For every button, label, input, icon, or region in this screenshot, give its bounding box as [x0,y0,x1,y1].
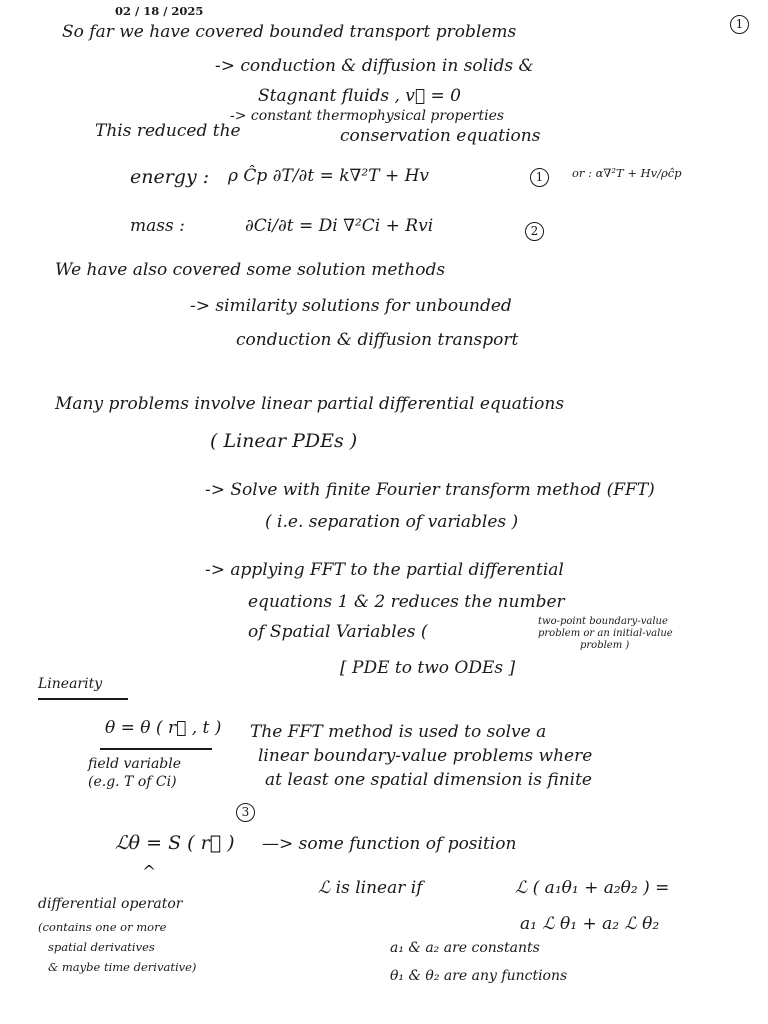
also-line-3: conduction & diffusion transport [236,330,519,350]
contains-line-2: spatial derivatives [48,940,155,954]
date: 02 / 18 / 2025 [115,4,204,18]
fft-method-line-1: The FFT method is used to solve a [250,722,547,742]
field-variable-label: field variable [88,756,182,772]
theta-bracket [100,748,212,750]
mass-label: mass : [130,216,185,236]
fft-line-1: -> Solve with finite Fourier transform method (FFT) [205,480,655,500]
pde-to-odes: [ PDE to two ODEs ] [340,658,516,678]
energy-equation: ρ Ĉp ∂T/∂t = k∇²T + Hv [228,166,430,186]
fft-method-line-2: linear boundary-value problems where [258,746,593,766]
many-problems-line: Many problems involve linear partial differential equations [55,394,565,414]
linearity-underline [38,698,128,700]
equation-3-marker: 3 [236,803,255,822]
field-variable-example: (e.g. T of Ci) [88,774,177,790]
conduction-line-1: -> conduction & diffusion in solids & [215,56,534,76]
energy-label: energy : [130,166,210,188]
operator-equation: ℒθ = S ( r⃗ ) [115,832,235,854]
boundary-value-note-3: problem ) [580,640,630,651]
contains-line-3: & maybe time derivative) [48,960,197,974]
intro-line: So far we have covered bounded transport problems [62,22,517,42]
linearity-definition-1: ℒ ( a₁θ₁ + a₂θ₂ ) = [515,878,670,898]
equation-1-marker: 1 [530,168,549,187]
reduced-line-a: This reduced the [95,121,241,141]
fft-line-2: ( i.e. separation of variables ) [265,512,519,532]
contains-line-1: (contains one or more [38,920,167,934]
equation-2-marker: 2 [525,222,544,241]
apply-line-2: equations 1 & 2 reduces the number [248,592,565,612]
differential-operator-label: differential operator [38,896,183,912]
boundary-value-note-1: two-point boundary-value [538,616,668,627]
conduction-line-2: Stagnant fluids , v⃗ = 0 [258,86,461,106]
operator-arrow-text: —> some function of position [262,834,517,854]
energy-alternate-form: or : α∇²T + Hv/ρĉp [572,166,682,180]
linearity-heading: Linearity [38,676,103,692]
constants-note: a₁ & a₂ are constants [390,940,540,956]
fft-method-line-3: at least one spatial dimension is finite [265,770,592,790]
operator-pointer: ^ [142,862,157,882]
linear-if-label: ℒ is linear if [318,878,423,898]
linearity-definition-2: a₁ ℒ θ₁ + a₂ ℒ θ₂ [520,914,660,934]
functions-note: θ₁ & θ₂ are any functions [390,968,568,984]
reduced-line-b: conservation equations [340,126,541,146]
page-number: 1 [730,15,749,34]
linear-pdes: ( Linear PDEs ) [210,430,358,452]
apply-line-1: -> applying FFT to the partial differential [205,560,564,580]
boundary-value-note-2: problem or an initial-value [538,628,673,639]
mass-equation: ∂Ci/∂t = Di ∇²Ci + Rvi [245,216,434,236]
theta-definition: θ = θ ( r⃗ , t ) [105,718,222,738]
also-line-1: We have also covered some solution methods [55,260,446,280]
constant-properties-line: -> constant thermophysical properties [230,108,505,124]
apply-line-3: of Spatial Variables ( [248,622,428,642]
also-line-2: -> similarity solutions for unbounded [190,296,512,316]
